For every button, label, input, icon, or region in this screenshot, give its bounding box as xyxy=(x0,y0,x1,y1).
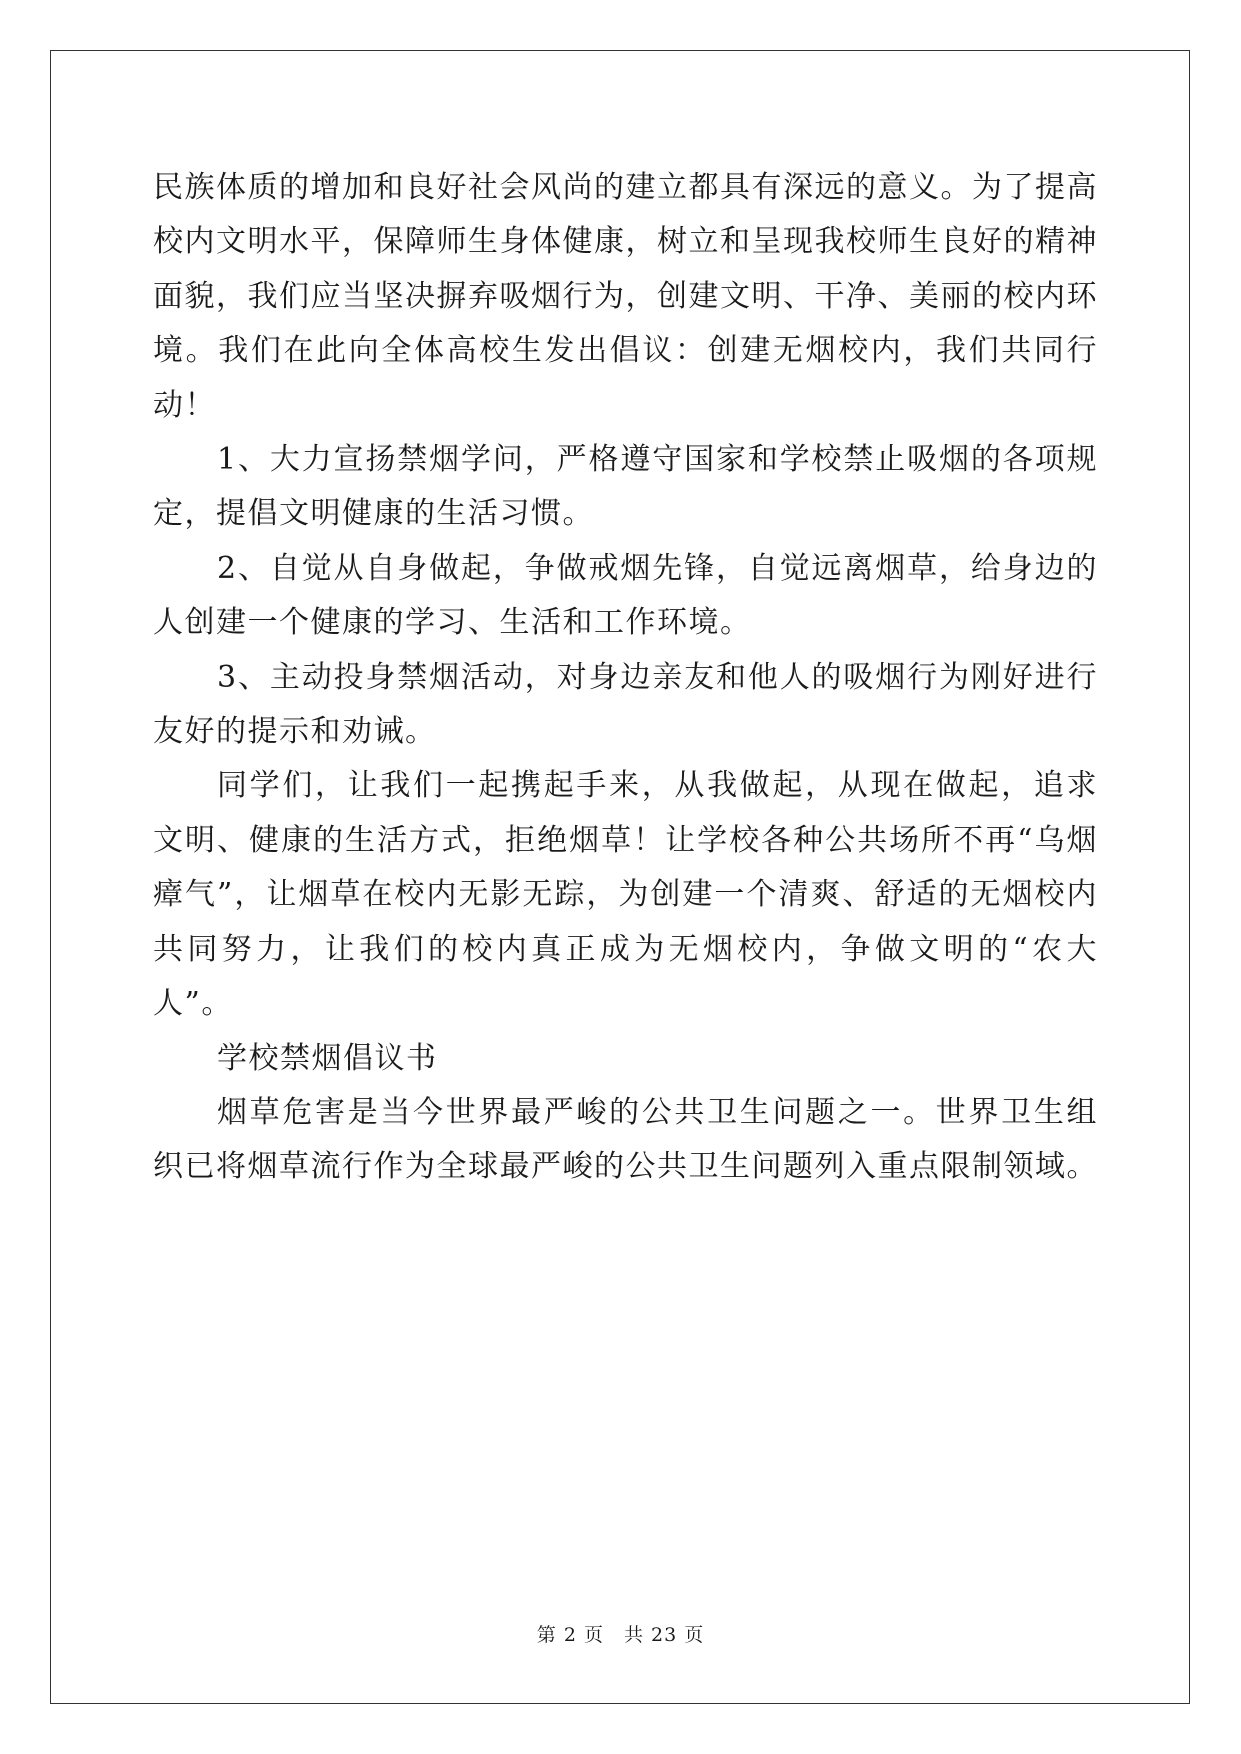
paragraph-appeal: 同学们，让我们一起携起手来，从我做起，从现在做起，追求文明、健康的生活方式，拒绝烟草！让学校各种公共场所不再“乌烟瘴气”，让烟草在校内无影无踪，为创建一个清爽、舒适的无烟校内共同努力，让我们的校内真正成为无烟校内，争做文明的“农大人”。 xyxy=(153,768,1098,1022)
paragraph-item-2: 2、自觉从自身做起，争做戒烟先锋，自觉远离烟草，给身边的人创建一个健康的学习、生活和工作环境。 xyxy=(153,550,1098,641)
paragraph-item-3: 3、主动投身禁烟活动，对身边亲友和他人的吸烟行为刚好进行友好的提示和劝诫。 xyxy=(153,659,1098,750)
paragraph-item-1: 1、大力宣扬禁烟学问，严格遵守国家和学校禁止吸烟的各项规定，提倡文明健康的生活习惯。 xyxy=(153,442,1098,532)
document-body xyxy=(153,161,1098,1195)
paragraph-tobacco-hazard: 烟草危害是当今世界最严峻的公共卫生问题之一。世界卫生组织已将烟草流行作为全球最严峻的公共卫生问题列入重点限制领域。 xyxy=(153,1094,1098,1185)
section-heading: 学校禁烟倡议书 xyxy=(217,1040,438,1076)
page-number: 第 2 页 共 23 页 xyxy=(536,1624,705,1646)
paragraph-intro-continued: 民族体质的增加和良好社会风尚的建立都具有深远的意义。为了提高校内文明水平，保障师生身体健康，树立和呈现我校师生良好的精神面貌，我们应当坚决摒弃吸烟行为，创建文明、干净、美丽的校内环境。我们在此向全体高校生发出倡议：创建无烟校内，我们共同行动！ xyxy=(153,170,1098,423)
